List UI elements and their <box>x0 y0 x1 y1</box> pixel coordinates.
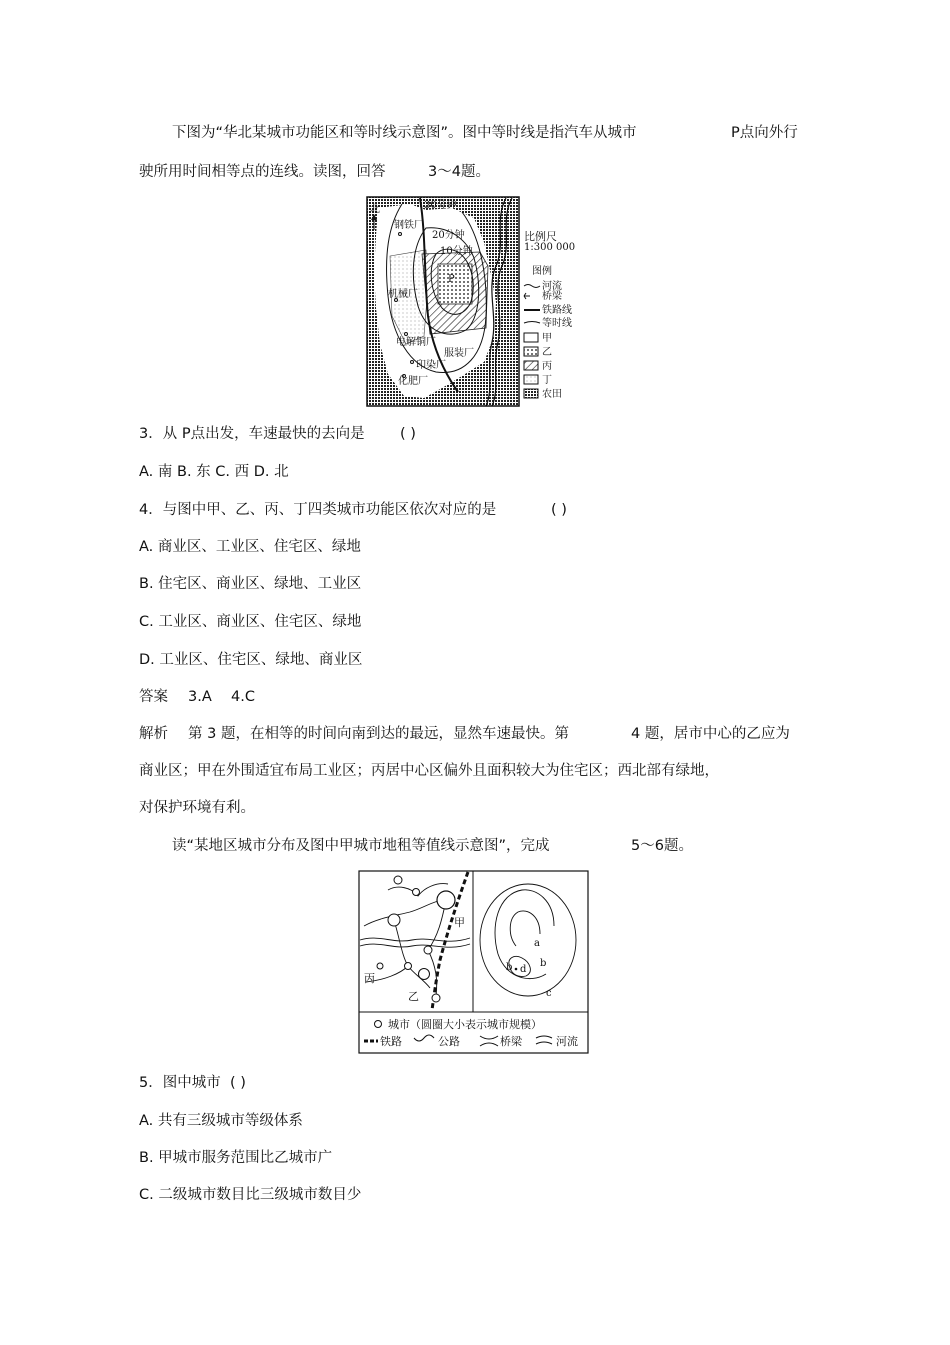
city-yi-label: 乙 <box>408 990 419 1003</box>
legend-isochrone: 等时线 <box>542 318 572 329</box>
plant-copper: 电解铜厂 <box>396 337 436 348</box>
legend-title: 图例 <box>532 266 552 277</box>
legend-bridge: 桥梁 <box>542 291 562 302</box>
answer-3: 3.A <box>188 689 212 705</box>
analysis-line3: 对保护环境有利。 <box>139 800 255 816</box>
q5-option-c: C. 二级城市数目比三级城市数目少 <box>139 1187 362 1203</box>
intro2-text-a: 读“某地区城市分布及图中甲城市地租等值线示意图”，完成 <box>172 838 550 854</box>
q4-bracket: ( ) <box>551 502 567 518</box>
point-d: d <box>520 964 527 975</box>
legend-road: 公路 <box>438 1035 460 1048</box>
q3-stem: 3．从 P点出发，车速最快的去向是 <box>139 426 365 442</box>
q5-option-a: A. 共有三级城市等级体系 <box>139 1113 303 1129</box>
plant-steel: 钢铁厂 <box>394 220 424 231</box>
legend-ding: 丁 <box>542 375 552 386</box>
iso-20-label: 20分钟 <box>432 230 465 241</box>
north-label: 北 <box>370 204 380 215</box>
p-point-label: P <box>448 274 455 285</box>
q4-option-b: B. 住宅区、商业区、绿地、工业区 <box>139 576 362 592</box>
intro1-line2-a: 驶所用时间相等点的连线。读图，回答 <box>139 164 386 180</box>
legend-railway: 铁路线 <box>542 305 572 316</box>
legend-jia: 甲 <box>542 333 552 344</box>
intro1-line2-b: 3～4题。 <box>428 164 490 180</box>
isoline-a: a <box>534 938 540 949</box>
scale-title: 比例尺 <box>524 230 557 243</box>
q4-stem: 4．与图中甲、乙、丙、丁四类城市功能区依次对应的是 <box>139 502 497 518</box>
legend-farmland: 农田 <box>542 389 562 400</box>
legend-city: 城市（圆圈大小表示城市规模） <box>388 1018 542 1031</box>
analysis-line2: 商业区；甲在外围适宜布局工业区；丙居中心区偏外且面积较大为住宅区；西北部有绿地， <box>139 763 719 779</box>
city-bing-label: 丙 <box>364 972 375 985</box>
q4-option-d: D. 工业区、住宅区、绿地、商业区 <box>139 652 363 668</box>
intro2-text-b: 5～6题。 <box>631 838 693 854</box>
legend-bing: 丙 <box>542 361 552 372</box>
q5-option-b: B. 甲城市服务范围比乙城市广 <box>139 1150 333 1166</box>
q3-bracket: ( ) <box>400 426 416 442</box>
analysis-line1-a: 第 3 题，在相等的时间向南到达的最远，显然车速最快。第 <box>188 726 569 742</box>
scale-value: 1:300 000 <box>524 242 576 253</box>
plant-dye: 印染厂 <box>416 360 446 371</box>
legend-bridge-2: 桥梁 <box>500 1035 522 1048</box>
legend-railway-2: 铁路 <box>380 1035 402 1048</box>
intro1-line1-a: 下图为“华北某城市功能区和等时线示意图”。图中等时线是指汽车从城市 <box>172 125 637 141</box>
legend-river: 河流 <box>542 281 562 292</box>
city-distribution-map <box>358 870 589 1054</box>
isoline-c: c <box>546 988 552 999</box>
plant-fertilizer: 化肥厂 <box>398 376 428 387</box>
legend-river-2: 河流 <box>556 1035 578 1048</box>
q3-options: A. 南 B. 东 C. 西 D. 北 <box>139 464 289 480</box>
answer-label: 答案 <box>139 689 168 705</box>
intro1-line1-b: P点向外行 <box>731 125 798 141</box>
city-jia-label: 甲 <box>454 916 465 929</box>
q4-option-c: C. 工业区、商业区、住宅区、绿地 <box>139 614 362 630</box>
q4-option-a: A. 商业区、工业区、住宅区、绿地 <box>139 539 361 555</box>
analysis-line1-b: 4 题，居市中心的乙应为 <box>631 726 790 742</box>
plant-garment: 服装厂 <box>444 348 474 359</box>
answer-4: 4.C <box>231 689 255 705</box>
iso-10-label: 10分钟 <box>440 246 473 257</box>
isoline-b: b <box>540 958 547 969</box>
legend-yi: 乙 <box>542 347 552 358</box>
q5-stem: 5．图中城市 <box>139 1075 221 1091</box>
q5-bracket: ( ) <box>230 1075 246 1091</box>
functional-zone-map <box>366 196 584 408</box>
point-b: b <box>506 962 513 973</box>
iso-30-label: 30分钟 <box>424 200 457 211</box>
plant-machinery: 机械厂 <box>388 289 418 300</box>
analysis-label: 解析 <box>139 726 168 742</box>
